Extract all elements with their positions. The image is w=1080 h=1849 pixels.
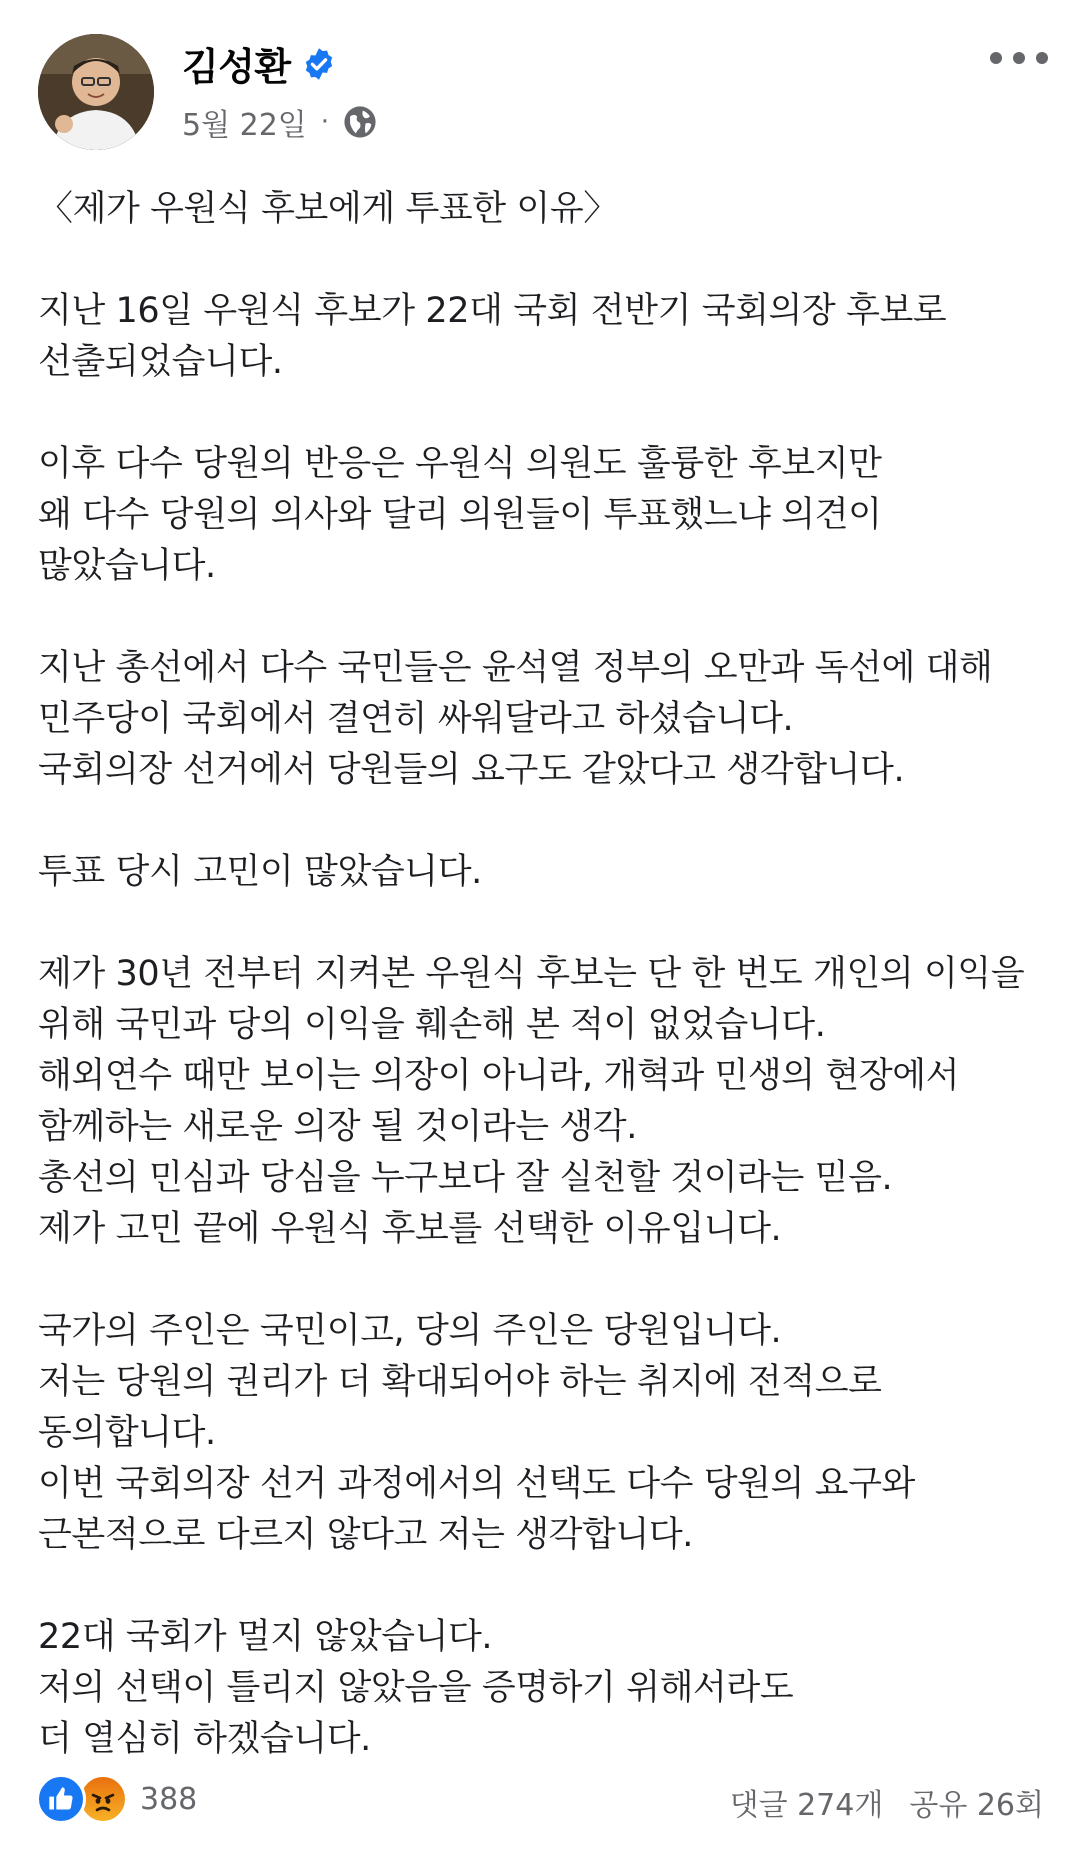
post-paragraph — [38, 643, 1048, 796]
comment-count[interactable]: 댓글 274개 — [729, 1788, 884, 1823]
post-text-line: 22대 국회가 멀지 않았습니다. — [38, 1617, 493, 1657]
post-text-line: 〈제가 우원식 후보에게 투표한 이유〉 — [38, 189, 618, 229]
post-text-line: 해외연수 때만 보이는 의장이 아니라, 개혁과 민생의 현장에서 — [38, 1056, 960, 1096]
verified-badge-icon — [301, 46, 337, 82]
post-paragraph — [38, 847, 1048, 898]
post-text-line: 이후 다수 당원의 반응은 우원식 의원도 훌륭한 후보지만 — [38, 444, 882, 484]
post-text-line: 이번 국회의장 선거 과정에서의 선택도 다수 당원의 요구와 — [38, 1464, 915, 1504]
post-paragraph — [38, 286, 1048, 388]
post-text-line: 많았습니다. — [38, 546, 216, 586]
author-row — [182, 36, 337, 91]
post-paragraph — [38, 1612, 1048, 1765]
post-text-line: 더 열심히 하겠습니다. — [38, 1719, 371, 1759]
post-text-line: 왜 다수 당원의 의사와 달리 의원들이 투표했느냐 의견이 — [38, 495, 882, 535]
reaction-count: 388 — [140, 1781, 198, 1817]
post-text-line: 국가의 주인은 국민이고, 당의 주인은 당원입니다. — [38, 1311, 782, 1351]
post-text-line: 지난 16일 우원식 후보가 22대 국회 전반기 국회의장 후보로 — [38, 291, 947, 331]
globe-icon — [343, 105, 377, 139]
post-footer — [0, 1770, 1080, 1830]
like-icon — [36, 1774, 86, 1824]
post-text — [38, 184, 1048, 1765]
post-header — [0, 0, 1080, 160]
post-text-line: 선출되었습니다. — [38, 342, 283, 382]
post-paragraph — [38, 184, 1048, 235]
post-text-line: 지난 총선에서 다수 국민들은 윤석열 정부의 오만과 독선에 대해 — [38, 648, 993, 688]
meta-separator: · — [320, 107, 330, 137]
post-text-line: 국회의장 선거에서 당원들의 요구도 같았다고 생각합니다. — [38, 750, 905, 790]
post-text-line: 민주당이 국회에서 결연히 싸워달라고 하셨습니다. — [38, 699, 794, 739]
share-count[interactable]: 공유 26회 — [909, 1788, 1044, 1823]
author-name[interactable]: 김성환 — [182, 45, 291, 89]
post-text-line: 저는 당원의 권리가 더 확대되어야 하는 취지에 전적으로 — [38, 1362, 882, 1402]
more-options-button[interactable] — [984, 40, 1054, 76]
post-date[interactable]: 5월 22일 — [182, 108, 307, 143]
post-text-line: 제가 30년 전부터 지켜본 우원식 후보는 단 한 번도 개인의 이익을 — [38, 954, 1025, 994]
post-stats — [730, 1780, 1044, 1824]
post-text-line: 저의 선택이 틀리지 않았음을 증명하기 위해서라도 — [38, 1668, 794, 1708]
post-text-line: 위해 국민과 당의 이익을 훼손해 본 적이 없었습니다. — [38, 1005, 826, 1045]
avatar-photo — [38, 34, 154, 150]
post-text-line: 함께하는 새로운 의장 될 것이라는 생각. — [38, 1107, 637, 1147]
post-meta — [182, 100, 377, 144]
post-text-line: 투표 당시 고민이 많았습니다. — [38, 852, 482, 892]
post-text-line: 총선의 민심과 당심을 누구보다 잘 실천할 것이라는 믿음. — [38, 1158, 893, 1198]
avatar[interactable] — [38, 34, 154, 150]
more-dot-icon — [1013, 52, 1025, 64]
post-text-line: 제가 고민 끝에 우원식 후보를 선택한 이유입니다. — [38, 1209, 782, 1249]
post-text-line: 근본적으로 다르지 않다고 저는 생각합니다. — [38, 1515, 694, 1555]
post-text-line: 동의합니다. — [38, 1413, 216, 1453]
post-paragraph — [38, 439, 1048, 592]
post-paragraph — [38, 1306, 1048, 1561]
more-dot-icon — [990, 52, 1002, 64]
more-dot-icon — [1036, 52, 1048, 64]
reactions-summary[interactable] — [36, 1774, 197, 1824]
post-paragraph — [38, 949, 1048, 1255]
